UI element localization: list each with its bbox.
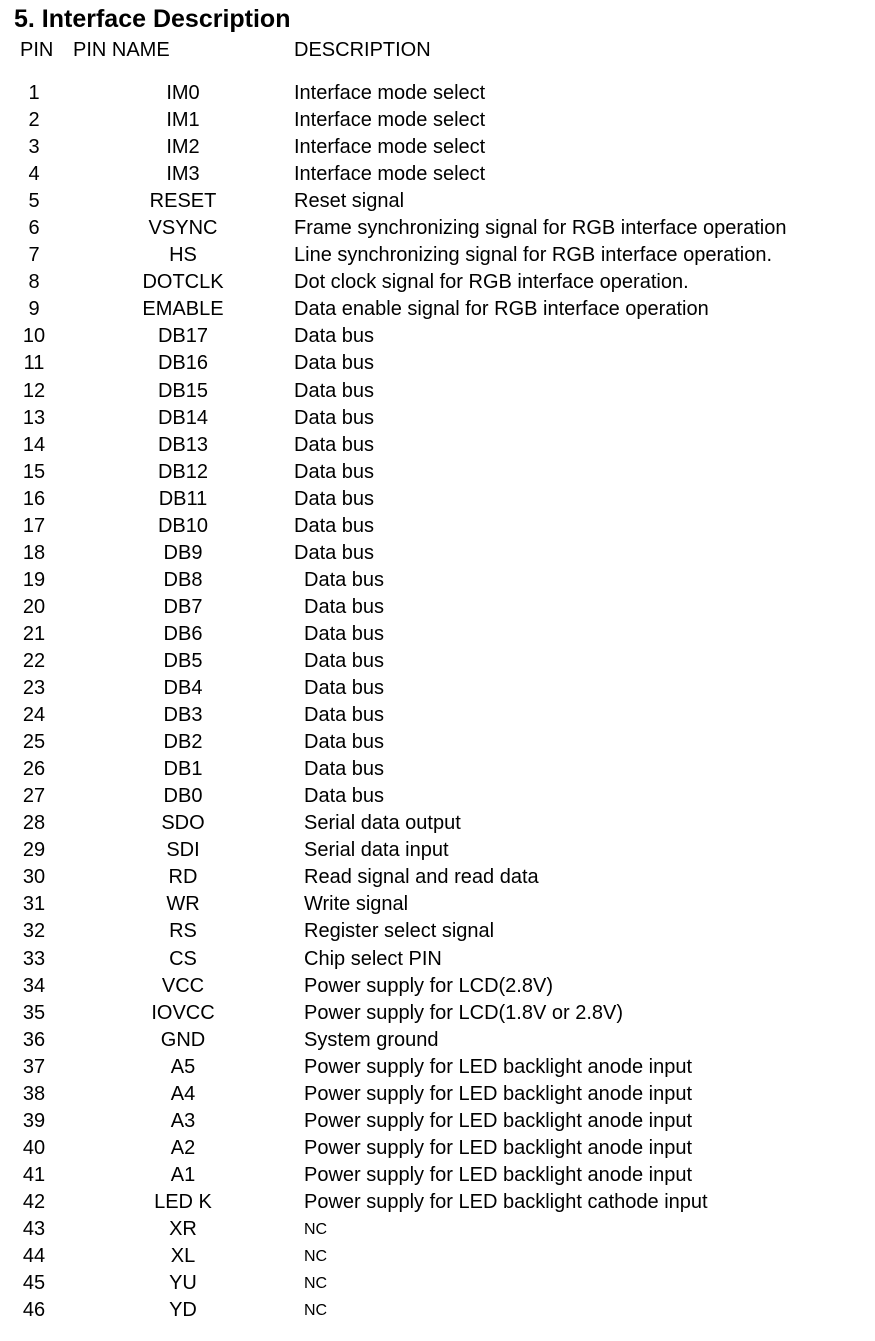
table-row (0, 675, 875, 702)
pin-description: NC (304, 1248, 328, 1266)
pin-table (0, 80, 875, 1324)
pin-description: Read signal and read data (304, 866, 539, 889)
column-header-pin-name: PIN NAME (73, 39, 170, 61)
pin-description: Data bus (294, 406, 375, 429)
table-row (0, 486, 875, 513)
pin-number: 19 (22, 568, 46, 591)
pin-number: 35 (22, 1001, 46, 1024)
pin-name: SDI (166, 839, 200, 862)
pin-name: YU (169, 1272, 197, 1295)
pin-name: A3 (170, 1109, 196, 1132)
pin-name: EMABLE (142, 298, 224, 321)
pin-name: IM1 (166, 109, 200, 132)
pin-name: RESET (149, 190, 217, 213)
pin-number: 38 (22, 1082, 46, 1105)
table-row (0, 350, 875, 377)
table-row (0, 648, 875, 675)
pin-description: NC (304, 1220, 328, 1238)
pin-name: RS (169, 920, 197, 943)
pin-name: VSYNC (148, 217, 218, 240)
pin-number: 41 (22, 1163, 46, 1186)
pin-name: LED K (154, 1190, 212, 1213)
pin-number: 21 (22, 622, 46, 645)
table-row (0, 432, 875, 459)
pin-number: 16 (22, 487, 46, 510)
pin-description: Frame synchronizing signal for RGB interface operation (294, 217, 787, 240)
pin-number: 17 (22, 514, 46, 537)
pin-name: IM2 (166, 136, 200, 159)
pin-name: DB7 (163, 595, 203, 618)
pin-name: DB16 (157, 352, 209, 375)
pin-number: 46 (22, 1299, 46, 1322)
pin-description: Data bus (294, 433, 375, 456)
pin-number: 29 (22, 839, 46, 862)
pin-name: XL (170, 1245, 196, 1268)
pin-name: DOTCLK (142, 271, 224, 294)
table-row (0, 946, 875, 973)
pin-name: A5 (170, 1055, 196, 1078)
pin-name: A4 (170, 1082, 196, 1105)
pin-name: IM3 (166, 163, 200, 186)
pin-description: Data bus (294, 352, 375, 375)
pin-number: 34 (22, 974, 46, 997)
table-row (0, 973, 875, 1000)
pin-number: 25 (22, 731, 46, 754)
table-row (0, 1216, 875, 1243)
pin-description: Data bus (294, 460, 375, 483)
pin-name: XR (169, 1217, 197, 1240)
pin-name: DB13 (157, 433, 209, 456)
pin-number: 40 (22, 1136, 46, 1159)
pin-description: Interface mode select (294, 82, 486, 104)
pin-number: 37 (22, 1055, 46, 1078)
table-row (0, 323, 875, 350)
table-row (0, 1270, 875, 1297)
pin-description: Data bus (304, 704, 385, 727)
pin-description: Chip select PIN (304, 947, 442, 970)
table-row (0, 594, 875, 621)
table-row (0, 1054, 875, 1081)
pin-description: System ground (304, 1028, 439, 1051)
pin-number: 26 (22, 758, 46, 781)
pin-name: CS (169, 947, 197, 970)
pin-number: 5 (28, 190, 40, 213)
table-row (0, 837, 875, 864)
pin-number: 4 (28, 163, 40, 186)
pin-description: Reset signal (294, 190, 405, 213)
pin-number: 14 (22, 433, 46, 456)
pin-number: 3 (28, 136, 40, 159)
pin-number: 36 (22, 1028, 46, 1051)
pin-description: Data bus (294, 514, 375, 537)
pin-number: 9 (28, 298, 40, 321)
pin-number: 33 (22, 947, 46, 970)
table-row (0, 540, 875, 567)
pin-description: Interface mode select (294, 163, 486, 186)
pin-number: 8 (28, 271, 40, 294)
table-row (0, 891, 875, 918)
table-row (0, 80, 875, 107)
pin-description: Data bus (294, 487, 375, 510)
pin-number: 45 (22, 1272, 46, 1295)
pin-name: IOVCC (151, 1001, 215, 1024)
pin-description: Power supply for LED backlight anode input (304, 1136, 693, 1159)
pin-number: 27 (22, 785, 46, 808)
pin-description: Data bus (294, 541, 375, 564)
pin-description: Data bus (304, 731, 385, 754)
pin-description: Write signal (304, 893, 409, 916)
table-row (0, 378, 875, 405)
table-row (0, 702, 875, 729)
table-row (0, 188, 875, 215)
pin-name: WR (166, 893, 200, 916)
pin-number: 32 (22, 920, 46, 943)
pin-number: 1 (28, 82, 40, 104)
table-row (0, 621, 875, 648)
pin-number: 24 (22, 704, 46, 727)
pin-description: Power supply for LED backlight anode input (304, 1109, 693, 1132)
table-row (0, 296, 875, 323)
table-row (0, 269, 875, 296)
pin-description: Data bus (294, 325, 375, 348)
pin-name: RD (168, 866, 198, 889)
pin-number: 43 (22, 1217, 46, 1240)
table-row (0, 161, 875, 188)
table-row (0, 1135, 875, 1162)
pin-description: Data bus (304, 568, 385, 591)
pin-name: DB15 (157, 379, 209, 402)
table-row (0, 918, 875, 945)
pin-name: DB4 (163, 677, 203, 700)
pin-number: 30 (22, 866, 46, 889)
table-row (0, 107, 875, 134)
pin-name: DB14 (157, 406, 209, 429)
table-row (0, 1108, 875, 1135)
pin-name: DB5 (163, 649, 203, 672)
pin-description: Power supply for LED backlight anode input (304, 1055, 693, 1078)
pin-description: Power supply for LED backlight cathode input (304, 1190, 708, 1213)
pin-name: DB12 (157, 460, 209, 483)
pin-number: 6 (28, 217, 40, 240)
pin-number: 12 (22, 379, 46, 402)
pin-description: Power supply for LCD(1.8V or 2.8V) (304, 1001, 624, 1024)
pin-description: Serial data input (304, 839, 449, 862)
pin-name: DB17 (157, 325, 209, 348)
pin-description: Data enable signal for RGB interface operation (294, 298, 709, 321)
pin-name: HS (169, 244, 197, 267)
section-title: 5. Interface Description (14, 5, 291, 33)
pin-number: 2 (28, 109, 40, 132)
pin-name: DB9 (163, 541, 203, 564)
pin-description: Data bus (304, 677, 385, 700)
pin-name: DB3 (163, 704, 203, 727)
pin-number: 15 (22, 460, 46, 483)
pin-description: Line synchronizing signal for RGB interface operation. (294, 244, 773, 267)
table-row (0, 1297, 875, 1324)
pin-description: Data bus (304, 622, 385, 645)
pin-name: A1 (170, 1163, 196, 1186)
pin-description: Serial data output (304, 812, 461, 835)
pin-name: VCC (161, 974, 205, 997)
pin-number: 44 (22, 1245, 46, 1268)
pin-description: Interface mode select (294, 136, 486, 159)
pin-description: Interface mode select (294, 109, 486, 132)
pin-name: IM0 (166, 82, 200, 104)
pin-name: DB10 (157, 514, 209, 537)
pin-name: DB6 (163, 622, 203, 645)
pin-number: 11 (23, 352, 45, 375)
pin-number: 22 (22, 649, 46, 672)
pin-name: DB2 (163, 731, 203, 754)
column-header-pin: PIN (20, 39, 54, 61)
table-row (0, 242, 875, 269)
table-row (0, 215, 875, 242)
pin-description: Power supply for LED backlight anode input (304, 1082, 693, 1105)
table-row (0, 567, 875, 594)
table-row (0, 1000, 875, 1027)
pin-description: NC (304, 1302, 328, 1320)
pin-number: 28 (22, 812, 46, 835)
pin-description: Data bus (304, 785, 385, 808)
pin-name: DB11 (158, 487, 208, 510)
pin-name: DB0 (163, 785, 203, 808)
pin-description: Data bus (304, 595, 385, 618)
table-row (0, 459, 875, 486)
column-header-description: DESCRIPTION (294, 39, 431, 61)
pin-number: 18 (22, 541, 46, 564)
pin-description: Data bus (304, 649, 385, 672)
pin-number: 13 (22, 406, 46, 429)
pin-name: DB8 (163, 568, 203, 591)
pin-name: DB1 (163, 758, 203, 781)
table-row (0, 756, 875, 783)
table-row (0, 134, 875, 161)
table-row (0, 513, 875, 540)
pin-number: 23 (22, 677, 46, 700)
pin-description: Register select signal (304, 920, 495, 943)
table-row (0, 1189, 875, 1216)
pin-description: Data bus (304, 758, 385, 781)
table-row (0, 1243, 875, 1270)
pin-number: 39 (22, 1109, 46, 1132)
pin-description: Data bus (294, 379, 375, 402)
pin-number: 20 (22, 595, 46, 618)
table-row (0, 405, 875, 432)
pin-description: NC (304, 1275, 328, 1293)
pin-number: 10 (22, 325, 46, 348)
table-row (0, 1081, 875, 1108)
table-row (0, 1027, 875, 1054)
pin-number: 7 (28, 244, 40, 267)
pin-number: 42 (22, 1190, 46, 1213)
pin-description: Dot clock signal for RGB interface operation. (294, 271, 689, 294)
table-row (0, 810, 875, 837)
table-row (0, 864, 875, 891)
pin-description: Power supply for LCD(2.8V) (304, 974, 553, 997)
pin-description: Power supply for LED backlight anode input (304, 1163, 693, 1186)
pin-name: GND (160, 1028, 206, 1051)
table-row (0, 1162, 875, 1189)
pin-name: YD (169, 1299, 197, 1322)
table-row (0, 729, 875, 756)
pin-name: SDO (161, 812, 205, 835)
table-row (0, 783, 875, 810)
pin-number: 31 (22, 893, 46, 916)
pin-name: A2 (170, 1136, 196, 1159)
